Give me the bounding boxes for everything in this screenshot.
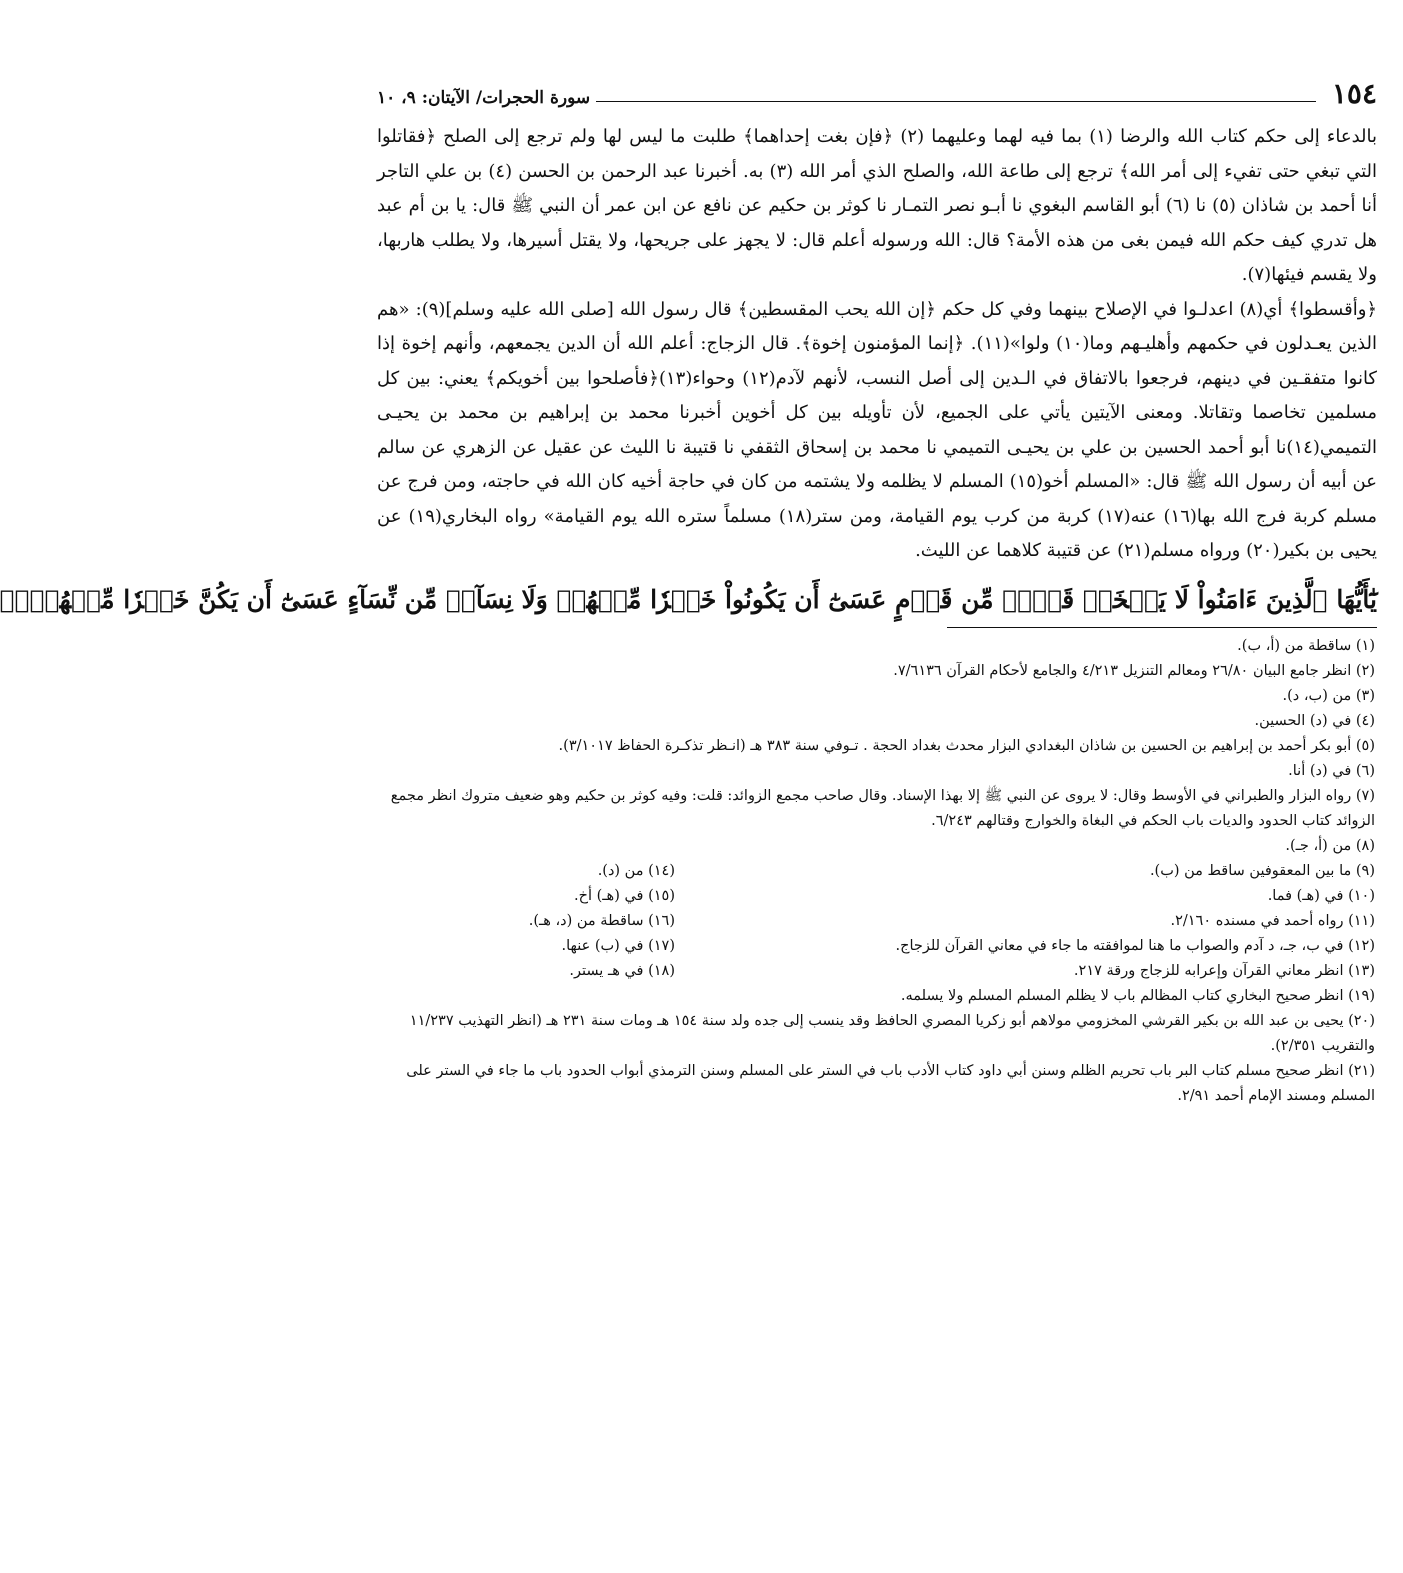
footnotes xyxy=(377,634,1377,1109)
footnote-7: (٧) رواه البزار والطبراني في الأوسط وقال: لا يروى عن النبي ﷺ إلا بهذا الإسناد. وقال صاحب مجمع الزوائد: قلت: وفيه كوثر بن حكيم وهو ضعيف متروك انظر مجمع الزوائد كتاب الحدود والديات باب الحكم في البغاة والخوارج وقتالهم ٦/٢٤٣. xyxy=(390,787,1375,829)
footnote-6: (٦) في (د) أنا. xyxy=(1288,762,1375,779)
footnote-10: (١٠) في (هـ) فما. xyxy=(1267,887,1375,904)
footnote-3: (٣) من (ب، د). xyxy=(1282,687,1375,704)
footnote-divider xyxy=(947,627,1377,628)
footnote-13: (١٣) انظر معاني القرآن وإعرابه للزجاج ورقة ٢١٧. xyxy=(1073,962,1375,979)
footnote-19: (١٩) انظر صحيح البخاري كتاب المظالم باب لا يظلم المسلم المسلم ولا يسلمه. xyxy=(900,987,1375,1004)
footnotes-column-main xyxy=(677,859,1377,984)
main-text xyxy=(377,120,1377,569)
footnote-20: (٢٠) يحيى بن عبد الله بن بكير القرشي المخزومي مولاهم أبو زكريا المصري الحافظ وقد ينسب إلى جده ولد سنة ١٥٤ هـ ومات سنة ٢٣١ هـ (انظر التهذيب ١١/٢٣٧ والتقريب ٢/٣٥١). xyxy=(409,1012,1375,1054)
footnotes-two-column xyxy=(377,859,1377,984)
book-page xyxy=(0,70,1378,1109)
footnote-15: (١٥) في (هـ) أخ. xyxy=(574,887,675,904)
page-header xyxy=(377,70,1377,110)
footnote-2: (٢) انظر جامع البيان ٢٦/٨٠ ومعالم التنزيل ٤/٢١٣ والجامع لأحكام القرآن ٧/٦١٣٦. xyxy=(893,662,1375,679)
footnote-5: (٥) أبو بكر أحمد بن إبراهيم بن الحسين بن شاذان البغدادي البزار محدث بغداد الحجة . تـوفي سنة ٣٨٣ هـ (انـظر تذكـرة الحفاظ ٣/١٠١٧). xyxy=(558,737,1375,754)
footnote-8: (٨) من (أ، جـ). xyxy=(1285,837,1375,854)
page-number: ١٥٤ xyxy=(1331,77,1377,110)
header-rule xyxy=(596,101,1316,102)
footnote-12: (١٢) في ب، جـ، د آدم والصواب ما هنا لموافقته ما جاء في معاني القرآن للزجاج. xyxy=(895,937,1375,954)
footnote-16: (١٦) ساقطة من (د، هـ). xyxy=(528,912,675,929)
running-title: سورة الحجرات/ الآيتان: ٩، ١٠ xyxy=(377,88,591,108)
footnote-18: (١٨) في هـ يستر. xyxy=(569,962,675,979)
paragraph-2: ﴿وأقسطوا﴾ أي(٨) اعدلـوا في الإصلاح بينهما وفي كل حكم ﴿إن الله يحب المقسطين﴾ قال رسول الله [صلى الله عليه وسلم](٩): «هم الذين يعـدلون في حكمهم وأهليـهم وما(١٠) ولوا»(١١). ﴿إنما المؤمنون إخوة﴾. قال الزجاج: أعلم الله أن الدين يجمعهم، وأنهم إخوة إذا كانوا متفقـين في دينهم، فرجعوا بالاتفاق في الـدين إلى أصل النسب، لأنهم لآدم(١٢) وحواء(١٣)﴿فأصلحوا بين أخويكم﴾ يعني: بين كل مسلمين تخاصما وتقاتلا. ومعنى الآيتين يأتي على الجميع، لأن تأويله بين كل أخوين أخبرنا محمد بن إبراهيم بن محمد بن يحيـى التميمي(١٤)نا أبو أحمد الحسين بن علي بن يحيـى التميمي نا محمد بن إسحاق الثقفي نا قتيبة نا الليث عن عقيل عن الزهري عن سالم عن أبيه أن رسول الله ﷺ قال: «المسلم أخو(١٥) المسلم لا يظلمه ولا يشتمه من كان في حاجة أخيه كان الله في حاجته، ومن فرج عن مسلم كربة فرج الله بها(١٦) عنه(١٧) كربة من كرب يوم القيامة، ومن ستر(١٨) مسلماً ستره الله يوم القيامة» رواه البخاري(١٩) عن يحيى بن بكير(٢٠) ورواه مسلم(٢١) عن قتيبة كلاهما عن الليث. xyxy=(377,298,1378,561)
footnote-4: (٤) في (د) الحسين. xyxy=(1254,712,1375,729)
footnote-11: (١١) رواه أحمد في مسنده ٢/١٦٠. xyxy=(1170,912,1375,929)
footnotes-column-side xyxy=(377,859,677,984)
footnote-1: (١) ساقطة من (أ، ب). xyxy=(1237,637,1375,654)
footnote-9: (٩) ما بين المعقوفين ساقط من (ب). xyxy=(1149,862,1375,879)
paragraph-1: بالدعاء إلى حكم كتاب الله والرضا (١) بما فيه لهما وعليهما (٢) ﴿فإن بغت إحداهما﴾ طلبت ما ليس لها ولم ترجع إلى الصلح ﴿فقاتلوا التي تبغي حتى تفيء إلى أمر الله﴾ ترجع إلى طاعة الله، والصلح الذي أمر الله (٣) به. أخبرنا عبد الرحمن بن الحسن (٤) بن علي التاجر أنا أحمد بن شاذان (٥) نا (٦) أبو القاسم البغوي نا أبـو نصر التمـار نا كوثر بن حكيم عن نافع عن ابن عمر أن النبي ﷺ قال: يا بن أم عبد هل تدري كيف حكم الله فيمن بغى من هذه الأمة؟ قال: الله ورسوله أعلم قال: لا يجهز على جريحها، ولا يقتل أسيرها، ولا يطلب هاربها، ولا يقسم فيئها(٧). xyxy=(377,126,1378,285)
quran-verse: يَٰٓأَيُّهَا ٱلَّذِينَ ءَامَنُواْ لَا يَسۡخَرۡ قَوۡمٞ مِّن قَوۡمٍ عَسَىٰٓ أَن يَكُونُواْ خَيۡرٗا مِّنۡهُمۡ وَلَا نِسَآءٞ مِّن نِّسَآءٍ عَسَىٰٓ أَن يَكُنَّ خَيۡرٗا مِّنۡهُنَّۖ xyxy=(0,584,1377,614)
footnote-17: (١٧) في (ب) عنها. xyxy=(561,937,675,954)
footnote-21: (٢١) انظر صحيح مسلم كتاب البر باب تحريم الظلم وسنن أبي داود كتاب الأدب باب في الستر على المسلم وسنن الترمذي أبواب الحدود باب ما جاء في الستر على المسلم ومسند الإمام أحمد ٢/٩١. xyxy=(406,1062,1375,1104)
footnote-14: (١٤) من (د). xyxy=(597,862,675,879)
